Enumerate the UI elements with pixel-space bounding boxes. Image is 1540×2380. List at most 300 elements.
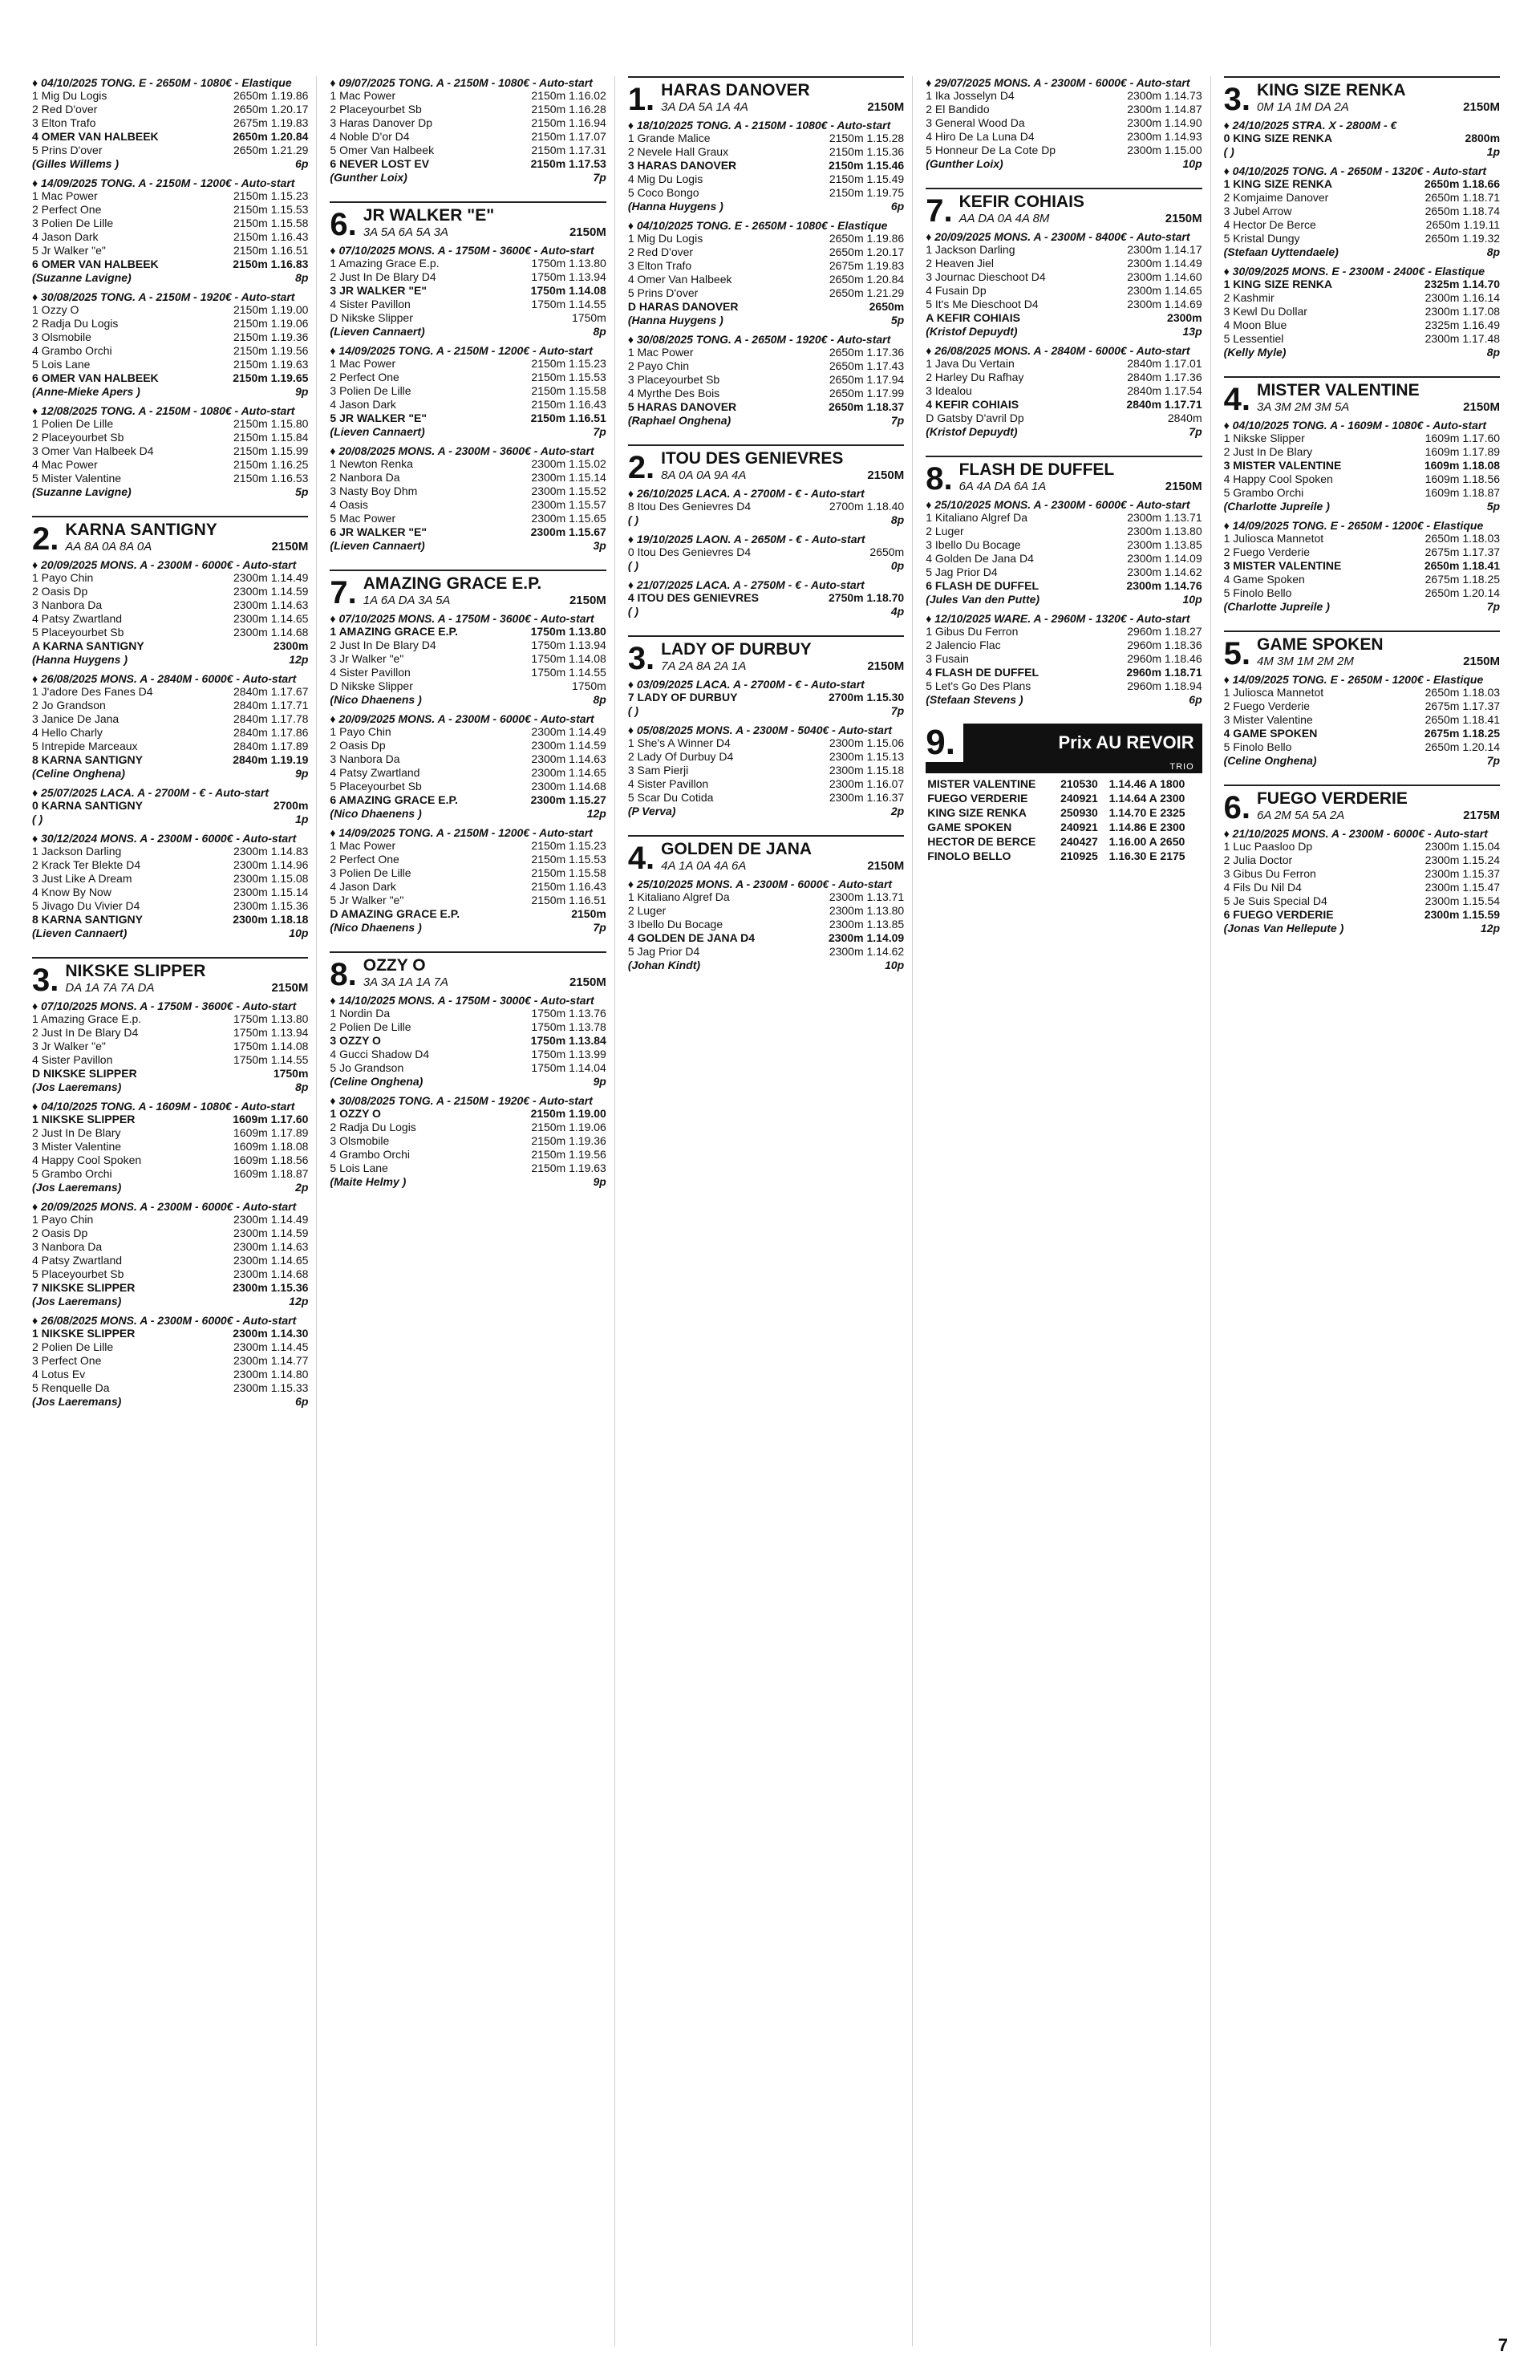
finisher-name: 2 Placeyourbet Sb xyxy=(330,103,422,116)
finisher-row xyxy=(32,1327,308,1340)
finisher-row xyxy=(330,752,606,766)
horse-number: 4. xyxy=(627,841,655,876)
finisher-name: 5 Coco Bongo xyxy=(627,186,699,199)
jockey-name: (Jos Laeremans) xyxy=(32,1295,122,1308)
finisher-time: 2300m 1.15.04 xyxy=(1424,840,1501,853)
finisher-row xyxy=(926,89,1202,103)
finisher-time: 2150m 1.15.23 xyxy=(233,189,309,202)
race-result xyxy=(330,244,606,338)
finisher-time: 2300m 1.15.06 xyxy=(829,736,905,749)
horse-music: 6A 4A DA 6A 1A xyxy=(958,480,1047,493)
finisher-row xyxy=(1224,278,1500,291)
jockey-name: (Suzanne Lavigne) xyxy=(32,271,132,284)
finisher-time: 2150m 1.19.65 xyxy=(233,371,309,384)
finisher-row xyxy=(32,230,308,244)
jockey-line xyxy=(32,157,308,170)
horse-name: MISTER VALENTINE xyxy=(1256,381,1420,399)
finisher-row xyxy=(330,257,606,270)
prix-cell: 1.14.46 A 1800 xyxy=(1108,777,1185,790)
jockey-line xyxy=(926,593,1202,606)
finisher-time: 2300m 1.15.00 xyxy=(1127,144,1202,156)
finisher-time: 2150m 1.19.75 xyxy=(829,186,905,199)
finisher-time: 2150m 1.16.53 xyxy=(233,472,309,485)
finisher-time: 2325m 1.14.70 xyxy=(1424,278,1501,290)
horse-music: DA 1A 7A 7A DA xyxy=(65,981,155,995)
horse-music: 3A 5A 6A 5A 3A xyxy=(363,225,448,239)
finisher-row xyxy=(330,894,606,907)
finisher-row xyxy=(628,273,904,286)
horse-name: FUEGO VERDERIE xyxy=(1256,789,1408,808)
jockey-line xyxy=(628,959,904,971)
finisher-name: D Nikske Slipper xyxy=(330,311,413,324)
finisher-name: 3 Mister Valentine xyxy=(1223,713,1313,726)
finisher-row xyxy=(628,373,904,387)
finisher-time: 2150m 1.15.36 xyxy=(829,145,905,158)
horse-header xyxy=(32,957,309,998)
cote: 4p xyxy=(890,605,905,618)
finisher-row xyxy=(32,899,308,913)
finisher-name: 4 Game Spoken xyxy=(1223,573,1305,586)
finisher-row xyxy=(628,777,904,791)
finisher-row xyxy=(628,259,904,273)
finisher-name: 3 Jr Walker "e" xyxy=(32,1040,106,1052)
finisher-row xyxy=(926,625,1202,639)
horse-number: 3. xyxy=(1223,82,1250,117)
race-header: ♦ 20/09/2025 MONS. A - 2300M - 6000€ - Auto-start xyxy=(32,1200,297,1213)
race-header: ♦ 30/08/2025 TONG. A - 2650M - 1920€ - Auto-start xyxy=(627,333,891,346)
jockey-name: (Lieven Cannaert) xyxy=(32,926,128,939)
finisher-time: 2300m 1.14.63 xyxy=(233,598,309,611)
race-result xyxy=(628,678,904,717)
finisher-row xyxy=(32,103,308,116)
finisher-name: 3 HARAS DANOVER xyxy=(627,159,737,172)
finisher-name: 8 Itou Des Genievres D4 xyxy=(627,500,752,513)
cote: 5p xyxy=(295,485,309,498)
cote: 8p xyxy=(890,513,905,526)
finisher-time: 2300m 1.14.63 xyxy=(531,752,606,765)
finisher-name: 2 Nevele Hall Graux xyxy=(627,145,729,158)
prix-header xyxy=(926,724,1202,762)
finisher-time: 2300m 1.14.68 xyxy=(531,780,606,793)
finisher-name: 2 Red D'over xyxy=(627,245,694,258)
race-header: ♦ 30/08/2025 TONG. A - 2150M - 1920€ - Auto-start xyxy=(32,290,295,303)
jockey-line xyxy=(32,385,308,398)
horse-block xyxy=(926,76,1202,170)
finisher-name: 4 Jason Dark xyxy=(32,230,99,243)
jockey-name: (Nico Dhaenens ) xyxy=(330,693,422,706)
horse-number: 2. xyxy=(32,521,59,557)
horse-number: 8. xyxy=(330,957,357,992)
horse-name: KARNA SANTIGNY xyxy=(65,521,217,539)
finisher-name: 2 Oasis Dp xyxy=(330,739,386,752)
finisher-row xyxy=(32,330,308,344)
jockey-name: (Kristof Depuydt) xyxy=(926,325,1018,338)
finisher-row xyxy=(32,639,308,653)
finisher-name: 4 GAME SPOKEN xyxy=(1223,727,1318,740)
finisher-row xyxy=(628,300,904,314)
jockey-line xyxy=(32,271,308,284)
finisher-time: 2300m 1.14.09 xyxy=(1127,552,1202,565)
finisher-row xyxy=(1224,432,1500,445)
finisher-row xyxy=(32,685,308,699)
jockey-name: (Nico Dhaenens ) xyxy=(330,921,422,934)
finisher-time: 1750m xyxy=(572,679,606,692)
finisher-time: 2150m 1.15.53 xyxy=(531,853,606,866)
finisher-time: 2150m 1.16.43 xyxy=(531,880,606,893)
cote: 6p xyxy=(1189,693,1202,706)
race-header: ♦ 26/10/2025 LACA. A - 2700M - € - Auto-start xyxy=(627,487,865,500)
finisher-name: 5 Jivago Du Vivier D4 xyxy=(32,899,140,912)
finisher-time: 2300m 1.14.63 xyxy=(233,1240,309,1253)
finisher-time: 1750m 1.14.55 xyxy=(531,666,606,679)
finisher-row xyxy=(32,1240,308,1254)
finisher-name: 3 Polien De Lille xyxy=(32,217,114,229)
cote: 10p xyxy=(289,926,309,939)
finisher-row xyxy=(32,872,308,886)
finisher-name: 2 Just In De Blary xyxy=(1223,445,1313,458)
jockey-line xyxy=(330,921,606,934)
jockey-name: ( ) xyxy=(32,813,43,825)
race-header: ♦ 25/07/2025 LACA. A - 2700M - € - Auto-start xyxy=(32,786,270,799)
jockey-name: (P Verva) xyxy=(627,805,676,817)
race-header: ♦ 07/10/2025 MONS. A - 1750M - 3600€ - Auto-start xyxy=(330,244,594,257)
jockey-line xyxy=(1224,245,1500,258)
finisher-time: 2300m 1.15.27 xyxy=(530,793,606,806)
finisher-time: 2650m xyxy=(869,300,905,313)
race-header: ♦ 03/09/2025 LACA. A - 2700M - € - Auto-start xyxy=(627,678,865,691)
horse-block xyxy=(1224,376,1500,613)
finisher-name: 4 ITOU DES GENIEVRES xyxy=(627,591,759,604)
finisher-time: 2150m 1.15.58 xyxy=(531,384,606,397)
jockey-line xyxy=(628,414,904,427)
finisher-name: 2 Just In De Blary D4 xyxy=(330,270,436,283)
finisher-row xyxy=(32,257,308,271)
race-header: ♦ 18/10/2025 TONG. A - 2150M - 1080€ - Auto-start xyxy=(627,119,891,132)
finisher-name: D HARAS DANOVER xyxy=(627,300,739,313)
cote: 2p xyxy=(295,1181,309,1194)
finisher-name: 5 Kristal Dungy xyxy=(1223,232,1300,245)
finisher-time: 2150m 1.19.63 xyxy=(233,358,309,371)
race-header: ♦ 25/10/2025 MONS. A - 2300M - 6000€ - Auto-start xyxy=(627,878,893,890)
finisher-row xyxy=(628,346,904,359)
finisher-row xyxy=(32,1368,308,1381)
finisher-row xyxy=(926,666,1202,679)
column xyxy=(32,76,317,2346)
finisher-name: 6 JR WALKER "E" xyxy=(330,525,428,538)
finisher-time: 2300m 1.15.13 xyxy=(829,750,905,763)
horse-name: GAME SPOKEN xyxy=(1256,635,1384,654)
cote: 5p xyxy=(890,314,905,326)
finisher-time: 2300m 1.15.08 xyxy=(233,872,309,885)
finisher-name: 5 Honneur De La Cote Dp xyxy=(926,144,1056,156)
finisher-name: 2 Krack Ter Blekte D4 xyxy=(32,858,141,871)
horse-distance: 2150M xyxy=(271,981,309,995)
finisher-time: 2960m 1.18.36 xyxy=(1127,639,1202,651)
jockey-name: (Gilles Willems ) xyxy=(32,157,120,170)
finisher-name: 4 KEFIR COHIAIS xyxy=(926,398,1019,411)
finisher-row xyxy=(32,458,308,472)
prix-row xyxy=(926,820,1202,834)
jockey-name: (Celine Onghena) xyxy=(1223,754,1317,767)
finisher-row xyxy=(926,130,1202,144)
cote: 9p xyxy=(593,1075,606,1088)
finisher-name: 3 Nanbora Da xyxy=(32,598,103,611)
horse-block xyxy=(330,951,606,1188)
finisher-name: 1 Ika Josselyn D4 xyxy=(926,89,1015,102)
finisher-time: 2300m 1.14.76 xyxy=(1126,579,1202,592)
finisher-row xyxy=(1224,291,1500,305)
finisher-row xyxy=(926,384,1202,398)
finisher-name: 3 Sam Pierji xyxy=(627,764,689,776)
finisher-time: 2150m 1.15.23 xyxy=(531,357,606,370)
finisher-name: 2 Kashmir xyxy=(1223,291,1275,304)
finisher-time: 2300m 1.14.62 xyxy=(829,945,905,958)
horse-music: 3A DA 5A 1A 4A xyxy=(661,100,748,114)
horse-block xyxy=(1224,785,1500,935)
horse-title xyxy=(661,449,867,482)
race-result xyxy=(1224,673,1500,767)
race-result xyxy=(32,832,308,939)
horse-title xyxy=(363,574,569,607)
jockey-line xyxy=(32,926,308,939)
horse-name: HARAS DANOVER xyxy=(661,81,810,99)
finisher-name: 5 Grambo Orchi xyxy=(1223,486,1304,499)
cote: 9p xyxy=(295,385,309,398)
cote: 3p xyxy=(593,539,606,552)
finisher-row xyxy=(32,1340,308,1354)
finisher-name: 1 Mac Power xyxy=(627,346,694,359)
finisher-name: 3 Jr Walker "e" xyxy=(330,652,404,665)
finisher-row xyxy=(32,913,308,926)
horse-block xyxy=(330,76,606,184)
race-header: ♦ 25/10/2025 MONS. A - 2300M - 6000€ - Auto-start xyxy=(926,498,1190,511)
prix-row xyxy=(926,849,1202,863)
finisher-row xyxy=(1224,740,1500,754)
finisher-name: 3 Janice De Jana xyxy=(32,712,120,725)
finisher-time: 2675m 1.17.37 xyxy=(1424,699,1501,712)
race-result xyxy=(330,994,606,1088)
horse-number: 7. xyxy=(330,575,357,610)
finisher-row xyxy=(330,679,606,693)
finisher-row xyxy=(330,130,606,144)
finisher-time: 2300m 1.14.68 xyxy=(233,1267,309,1280)
finisher-row xyxy=(330,666,606,679)
finisher-row xyxy=(32,358,308,371)
horse-block xyxy=(32,76,308,498)
jockey-line xyxy=(32,767,308,780)
race-result xyxy=(628,724,904,817)
finisher-name: 4 Happy Cool Spoken xyxy=(32,1154,142,1166)
finisher-time: 2300m 1.17.48 xyxy=(1424,332,1501,345)
finisher-name: 1 Grande Malice xyxy=(627,132,711,144)
finisher-row xyxy=(1224,713,1500,727)
horse-title xyxy=(1257,381,1463,414)
finisher-row xyxy=(32,1067,308,1081)
finisher-time: 2840m 1.17.89 xyxy=(233,740,309,752)
finisher-name: 4 Jason Dark xyxy=(330,398,396,411)
cote: 6p xyxy=(295,157,309,170)
finisher-name: 1 NIKSKE SLIPPER xyxy=(32,1113,136,1125)
jockey-line xyxy=(1224,754,1500,767)
jockey-line xyxy=(32,653,308,666)
finisher-time: 2840m 1.17.86 xyxy=(233,726,309,739)
finisher-time: 2300m 1.14.30 xyxy=(233,1327,309,1340)
race-header: ♦ 20/09/2025 MONS. A - 2300M - 6000€ - Auto-start xyxy=(330,712,594,725)
jockey-line xyxy=(1224,922,1500,935)
finisher-row xyxy=(32,417,308,431)
jockey-name: (Suzanne Lavigne) xyxy=(32,485,132,498)
horse-block xyxy=(628,835,904,971)
finisher-row xyxy=(330,1020,606,1034)
jockey-name: (Celine Onghena) xyxy=(330,1075,424,1088)
jockey-name: ( ) xyxy=(627,559,639,572)
horse-header xyxy=(1223,630,1501,671)
jockey-line xyxy=(32,485,308,498)
finisher-time: 2750m 1.18.70 xyxy=(829,591,905,604)
finisher-name: 6 AMAZING GRACE E.P. xyxy=(330,793,458,806)
finisher-name: 3 Mister Valentine xyxy=(32,1140,122,1153)
finisher-name: 6 FUEGO VERDERIE xyxy=(1223,908,1334,921)
finisher-row xyxy=(32,1281,308,1295)
finisher-time: 2675m 1.19.83 xyxy=(829,259,905,272)
horse-title xyxy=(661,640,867,673)
race-result xyxy=(32,786,308,825)
finisher-row xyxy=(330,384,606,398)
finisher-name: 2 Oasis Dp xyxy=(32,585,88,598)
finisher-name: 1 OZZY O xyxy=(330,1107,381,1120)
prix-cell: 1.14.64 A 2300 xyxy=(1108,792,1185,805)
finisher-name: 7 NIKSKE SLIPPER xyxy=(32,1281,136,1294)
finisher-row xyxy=(926,566,1202,579)
finisher-row xyxy=(32,753,308,767)
finisher-name: 3 Nanbora Da xyxy=(32,1240,103,1253)
finisher-row xyxy=(1224,445,1500,459)
finisher-row xyxy=(32,1254,308,1267)
finisher-name: 6 OMER VAN HALBEEK xyxy=(32,371,159,384)
finisher-time: 2675m 1.18.25 xyxy=(1424,573,1501,586)
finisher-name: 4 Oasis xyxy=(330,498,368,511)
finisher-name: 2 Heaven Jiel xyxy=(926,257,995,270)
jockey-line xyxy=(926,325,1202,338)
race-header: ♦ 20/09/2025 MONS. A - 2300M - 8400€ - Auto-start xyxy=(926,230,1190,243)
prix-cell: MISTER VALENTINE xyxy=(927,777,1036,790)
cote: 10p xyxy=(1182,157,1202,170)
finisher-time: 2300m 1.14.93 xyxy=(1127,130,1202,143)
finisher-time: 2300m 1.15.67 xyxy=(530,525,606,538)
prix-cell: 1.14.70 E 2325 xyxy=(1108,806,1185,819)
finisher-time: 1609m 1.18.08 xyxy=(233,1140,309,1153)
horse-title xyxy=(1257,789,1463,822)
jockey-line xyxy=(1224,346,1500,359)
horse-distance: 2150M xyxy=(569,225,606,239)
horse-block xyxy=(330,201,606,552)
finisher-time: 2300m 1.15.36 xyxy=(233,1281,309,1294)
race-result xyxy=(628,487,904,526)
race-result xyxy=(1224,164,1500,258)
finisher-row xyxy=(32,585,308,598)
finisher-row xyxy=(1224,191,1500,205)
horse-header xyxy=(1223,376,1501,417)
horse-name: FLASH DE DUFFEL xyxy=(958,460,1115,479)
horse-music: 6A 2M 5A 5A 2A xyxy=(1256,809,1345,822)
column xyxy=(926,76,1210,2346)
finisher-name: 2 Oasis Dp xyxy=(32,1226,88,1239)
finisher-row xyxy=(628,132,904,145)
finisher-name: 3 Idealou xyxy=(926,384,972,397)
finisher-row xyxy=(32,799,308,813)
finisher-name: 5 Prins D'over xyxy=(627,286,699,299)
horse-name: NIKSKE SLIPPER xyxy=(65,962,206,980)
race-result xyxy=(32,672,308,780)
jockey-name: (Lieven Cannaert) xyxy=(330,539,425,552)
finisher-row xyxy=(330,298,606,311)
finisher-time: 1609m 1.17.89 xyxy=(233,1126,309,1139)
finisher-time: 2300m 1.13.85 xyxy=(829,918,905,931)
race-header: ♦ 26/08/2025 MONS. A - 2840M - 6000€ - Auto-start xyxy=(32,672,297,685)
finisher-row xyxy=(926,270,1202,284)
finisher-row xyxy=(1224,305,1500,318)
finisher-name: D Gatsby D'avril Dp xyxy=(926,412,1024,424)
finisher-time: 1750m 1.14.55 xyxy=(233,1053,309,1066)
cote: 8p xyxy=(1486,245,1501,258)
finisher-name: 1 Mig Du Logis xyxy=(32,89,107,102)
finisher-row xyxy=(1224,332,1500,346)
finisher-name: 4 Myrthe Des Bois xyxy=(627,387,720,399)
horse-number: 3. xyxy=(32,963,59,998)
finisher-row xyxy=(32,371,308,385)
finisher-row xyxy=(330,853,606,866)
finisher-name: 5 Lois Lane xyxy=(32,358,91,371)
finisher-time: 2675m 1.18.25 xyxy=(1424,727,1501,740)
finisher-row xyxy=(32,1167,308,1181)
finisher-name: 5 Intrepide Marceaux xyxy=(32,740,138,752)
finisher-time: 1750m 1.13.94 xyxy=(233,1026,309,1039)
race-result xyxy=(1224,119,1500,158)
horse-block xyxy=(1224,76,1500,359)
finisher-time: 1609m 1.18.56 xyxy=(233,1154,309,1166)
finisher-name: 5 Let's Go Des Plans xyxy=(926,679,1031,692)
finisher-time: 1750m 1.13.80 xyxy=(530,625,606,638)
finisher-name: 5 JR WALKER "E" xyxy=(330,412,428,424)
finisher-time: 1750m 1.13.94 xyxy=(531,639,606,651)
jockey-name: (Lieven Cannaert) xyxy=(330,425,425,438)
race-header: ♦ 14/10/2025 MONS. A - 1750M - 3000€ - Auto-start xyxy=(330,994,594,1007)
cote: 8p xyxy=(593,325,606,338)
finisher-time: 2300m 1.15.37 xyxy=(1424,867,1501,880)
finisher-row xyxy=(1224,459,1500,472)
jockey-name: (Lieven Cannaert) xyxy=(330,325,425,338)
horse-number: 7. xyxy=(926,193,953,229)
horse-title xyxy=(363,206,569,239)
finisher-name: 2 Radja Du Logis xyxy=(32,317,119,330)
horse-distance: 2150M xyxy=(569,594,606,607)
finisher-name: 3 Elton Trafo xyxy=(32,116,96,129)
finisher-name: 4 Mac Power xyxy=(32,458,98,471)
race-header: ♦ 04/10/2025 TONG. A - 1609M - 1080€ - Auto-start xyxy=(32,1100,295,1113)
finisher-name: 5 Jag Prior D4 xyxy=(627,945,700,958)
horse-music: 1A 6A DA 3A 5A xyxy=(363,594,451,607)
finisher-time: 2675m 1.17.37 xyxy=(1424,545,1501,558)
finisher-name: 3 Olsmobile xyxy=(32,330,91,343)
prix-row xyxy=(926,834,1202,849)
finisher-name: 4 Mig Du Logis xyxy=(627,172,703,185)
column xyxy=(628,76,913,2346)
finisher-row xyxy=(32,626,308,639)
finisher-name: 0 Itou Des Genievres D4 xyxy=(627,545,752,558)
finisher-name: 2 Nanbora Da xyxy=(330,471,400,484)
prix-row xyxy=(926,791,1202,805)
race-result xyxy=(628,333,904,427)
